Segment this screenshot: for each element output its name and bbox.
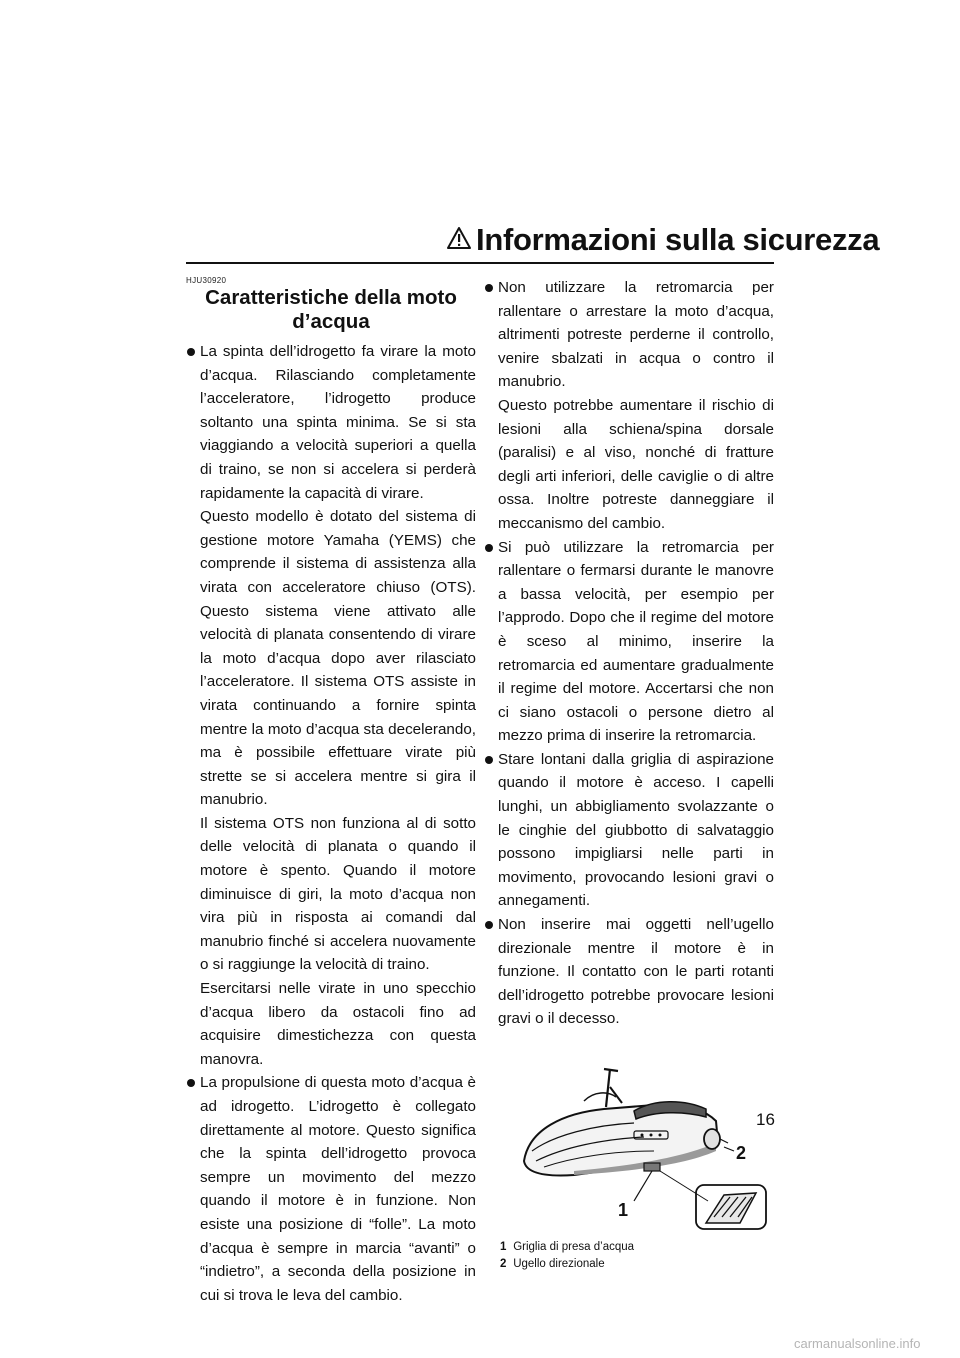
section-title — [186, 286, 476, 334]
paragraph-yems: Questo modello è dotato del sistema di gestione motore Yamaha (YEMS) che comprende il sistema di assistenza alla virata con acceleratore chiuso (OTS). Questo sistema viene attivato alle velocità di planata consentendo di virare la moto d’acqua dopo aver rilasciato l’acceleratore. Il sistema OTS assiste in virata continuando a fornire spinta mentre la moto d’acqua sta decelerando, ma è possibile effettuare virate più strette se si accelera mentre si gira il manubrio. — [200, 508, 476, 809]
bullet-no-reverse-braking: Non utilizzare la retromarcia per rallentare o arrestare la moto d’acqua, altrimenti potreste perderne il controllo, venire sbalzati in acqua o contro il manubrio. — [484, 276, 774, 394]
watercraft-figure — [484, 1051, 774, 1231]
right-column — [484, 276, 774, 1273]
section-title-line1: Caratteristiche della moto — [205, 286, 457, 309]
page-number: 16 — [756, 1110, 775, 1129]
page-header — [186, 222, 880, 264]
legend-label: Griglia di presa d’acqua — [513, 1241, 635, 1253]
bullet-reverse-low-speed: Si può utilizzare la retromarcia per rallentare o fermarsi durante le manovre a bassa velocità, per esempio per l’approdo. Dopo che il regime del motore è sceso al minimo, inserire la retromarcia ed aumentare gradualmente il regime del motore. Accertarsi che non ci siano ostacoli o persone dietro al mezzo prima di inserire la retromarcia. — [484, 536, 774, 748]
figure-legend — [484, 1239, 774, 1273]
bullet-jet-nozzle: Non inserire mai oggetti nell’ugello direzionale mentre il motore è in funzione. Il contatto con le parti rotanti dell’idrogetto potrebbe provocare lesioni gravi o il decesso. — [484, 913, 774, 1031]
paragraph-injury-risk: Questo potrebbe aumentare il rischio di lesioni alla schiena/spina dorsale (paralisi) e al viso, nonché di fratture degli arti inferiori, delle caviglie o di altre ossa. Inoltre potreste danneggiare il meccanismo del cambio. — [498, 396, 774, 532]
section-title-line2: d’acqua — [292, 310, 370, 333]
legend-label: Ugello direzionale — [513, 1258, 605, 1270]
page-title: Informazioni sulla sicurezza — [476, 222, 880, 257]
bullet-jet-propulsion: La propulsione di questa moto d’acqua è ad idrogetto. L’idrogetto è collegato direttamente al motore. Questo significa che la spinta dell’idrogetto provoca sempre un movimento del mezzo quando il motore è in funzione. Non esiste una posizione di “folle”. La moto d’acqua è sempre in marcia “avanti” o “indietro”, a seconda della posizione in cui si trova le leva del cambio. — [186, 1071, 476, 1307]
watermark: carmanualsonline.info — [794, 1336, 921, 1351]
left-column — [186, 276, 476, 1307]
section-code: HJU30920 — [186, 276, 227, 285]
legend-item — [500, 1256, 774, 1273]
bullet-jet-thrust: La spinta dell’idrogetto fa virare la moto d’acqua. Rilasciando completamente l’acceleratore, l’idrogetto produce soltanto una spinta minima. Se si sta viaggiando a velocità superiori a quella di traino, se non si accelera si perderà rapidamente la capacità di virare. — [186, 340, 476, 505]
paragraph-practice: Esercitarsi nelle virate in uno specchio d’acqua libero da ostacoli fino ad acquisire dimestichezza con questa manovra. — [200, 980, 476, 1068]
legend-item — [500, 1239, 774, 1256]
warning-triangle-icon — [446, 226, 472, 250]
paragraph-ots-limits: Il sistema OTS non funziona al di sotto delle velocità di planata o quando il motore è spento. Quando il motore diminuisce di giri, la moto d’acqua non vira più in risposta ai comandi dal manubrio finché si accelera nuovamente o si raggiunge la velocità di traino. — [200, 814, 476, 974]
bullet-intake-grate: Stare lontani dalla griglia di aspirazione quando il motore è acceso. I capelli lunghi, un abbigliamento svolazzante o le cinghie del giubbotto di salvataggio possono impigliarsi nelle parti in movimento, provocando lesioni gravi o annegamenti. — [484, 748, 774, 913]
callout-2: 2 — [736, 1143, 747, 1163]
legend-number: 2 — [500, 1258, 507, 1270]
watercraft-illustration — [484, 1051, 774, 1231]
callout-1: 1 — [618, 1200, 629, 1220]
legend-number: 1 — [500, 1241, 507, 1253]
